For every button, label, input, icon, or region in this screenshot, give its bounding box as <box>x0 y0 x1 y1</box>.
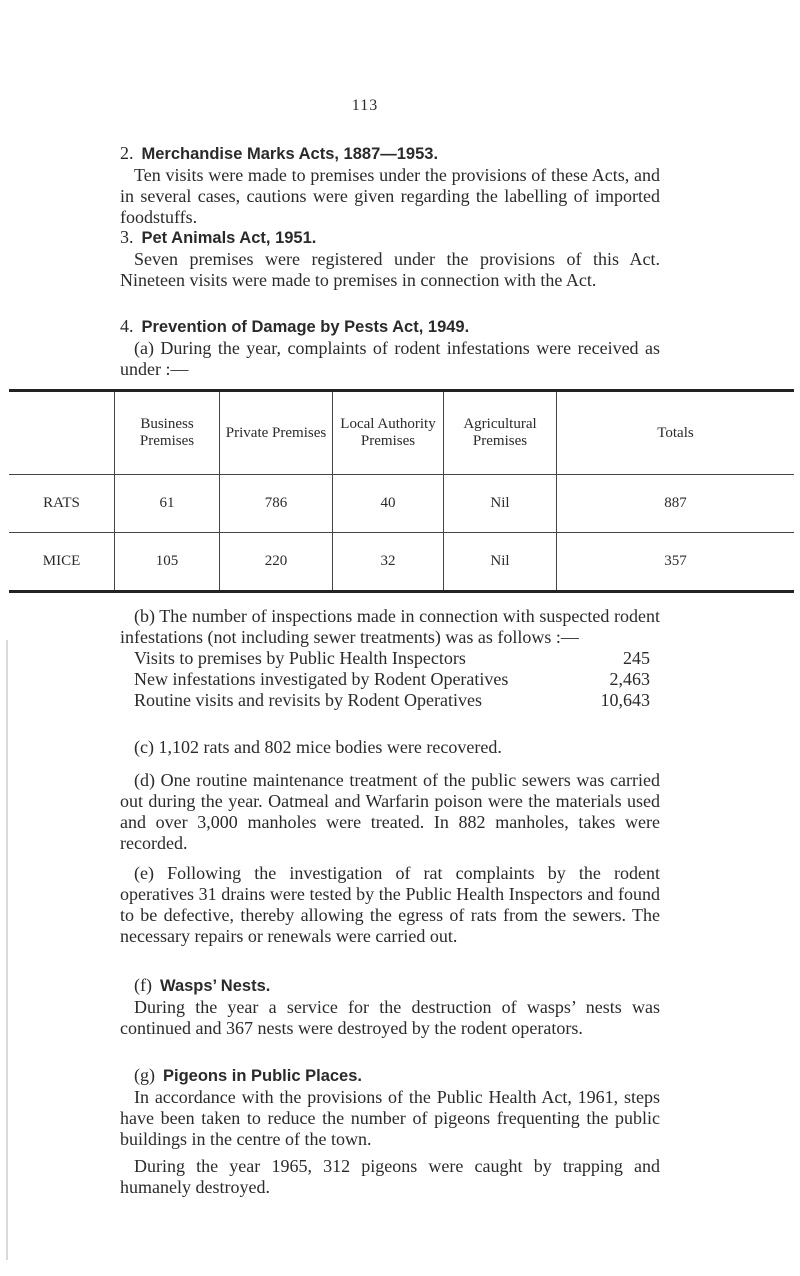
part-e-text: (e) Following the investigation of rat complaints by the rodent operatives 31 drains were tested by the Public Health Inspectors and found to be defective, thereby allowing the egress of rats from the sewers. The necessary repairs or renewals were carried out. <box>120 863 660 946</box>
section-2-number: 2. <box>120 143 134 163</box>
table-cell: 220 <box>220 533 333 592</box>
table-cell: 105 <box>115 533 220 592</box>
part-g-body-1: In accordance with the provisions of the Public Health Act, 1961, steps have been taken to reduce the number of pigeons frequenting the public buildings in the centre of the town. <box>120 1087 660 1149</box>
list-item <box>120 669 660 690</box>
part-g-title: Pigeons in Public Places. <box>163 1067 362 1085</box>
section-2-title: Merchandise Marks Acts, 1887—1953. <box>141 145 439 163</box>
rodent-complaints-table <box>9 389 794 593</box>
part-f-body: During the year a service for the destruction of wasps’ nests was continued and 367 nests were destroyed by the rodent operators. <box>120 997 660 1038</box>
list-item-value: 245 <box>623 648 650 668</box>
section-2 <box>120 143 660 228</box>
table-header-cell: Totals <box>557 391 795 475</box>
part-f-label: (f) <box>134 975 152 995</box>
table-header-cell: Agricultural Premises <box>444 391 557 475</box>
table-cell: 32 <box>333 533 444 592</box>
table-header-cell <box>9 391 115 475</box>
part-c-text: (c) 1,102 rats and 802 mice bodies were recovered. <box>134 737 502 757</box>
list-item <box>120 690 660 711</box>
part-c <box>120 737 660 758</box>
list-item-label: Visits to premises by Public Health Inspectors <box>134 648 466 668</box>
list-item-value: 10,643 <box>600 690 650 710</box>
list-item-label: New infestations investigated by Rodent Operatives <box>134 669 509 689</box>
list-item-value: 2,463 <box>609 669 650 689</box>
list-item-label: Routine visits and revisits by Rodent Operatives <box>134 690 482 710</box>
table-cell: 357 <box>557 533 795 592</box>
part-g <box>120 1065 660 1198</box>
table-cell: 61 <box>115 475 220 533</box>
table-header-row <box>9 391 794 475</box>
section-3-body: Seven premises were registered under the provisions of this Act. Nineteen visits were made to premises in connection with the Act. <box>120 249 660 290</box>
table-cell: 40 <box>333 475 444 533</box>
table-cell: Nil <box>444 475 557 533</box>
table-header-cell: Private Premises <box>220 391 333 475</box>
part-e <box>120 863 660 947</box>
table-cell: 887 <box>557 475 795 533</box>
list-item <box>120 648 660 669</box>
table-header-cell: Local Authority Premises <box>333 391 444 475</box>
section-3-title: Pet Animals Act, 1951. <box>141 229 317 247</box>
part-f <box>120 975 660 1039</box>
table-cell: Nil <box>444 533 557 592</box>
table-cell: MICE <box>42 553 81 569</box>
section-2-body: Ten visits were made to premises under the provisions of these Acts, and in several cases, cautions were given regarding the labelling of imported foodstuffs. <box>120 165 660 227</box>
part-b-intro: (b) The number of inspections made in connection with suspected rodent infestations (not including sewer treatments) was as follows :— <box>120 606 660 647</box>
table-cell: 786 <box>220 475 333 533</box>
scan-edge-line <box>6 640 8 1260</box>
section-4 <box>120 316 660 380</box>
section-3-number: 3. <box>120 227 134 247</box>
part-b <box>120 606 660 711</box>
part-g-body-2: During the year 1965, 312 pigeons were caught by trapping and humanely destroyed. <box>120 1156 660 1197</box>
part-d-text: (d) One routine maintenance treatment of the public sewers was carried out during the year. Oatmeal and Warfarin poison were the materials used and over 3,000 manholes were treated. In 882 manholes, takes were recorded. <box>120 770 660 853</box>
section-3 <box>120 227 660 291</box>
table-row <box>9 533 794 592</box>
section-4-title: Prevention of Damage by Pests Act, 1949. <box>141 318 470 336</box>
page-number: 113 <box>351 97 379 114</box>
table-row <box>9 475 794 533</box>
section-4-intro: (a) During the year, complaints of rodent infestations were received as under :— <box>120 338 660 379</box>
table-cell: RATS <box>9 475 115 533</box>
part-f-title: Wasps’ Nests. <box>159 977 271 995</box>
table-header-cell: Business Premises <box>115 391 220 475</box>
part-d <box>120 770 660 854</box>
section-4-number: 4. <box>120 316 134 336</box>
part-g-label: (g) <box>134 1065 155 1085</box>
